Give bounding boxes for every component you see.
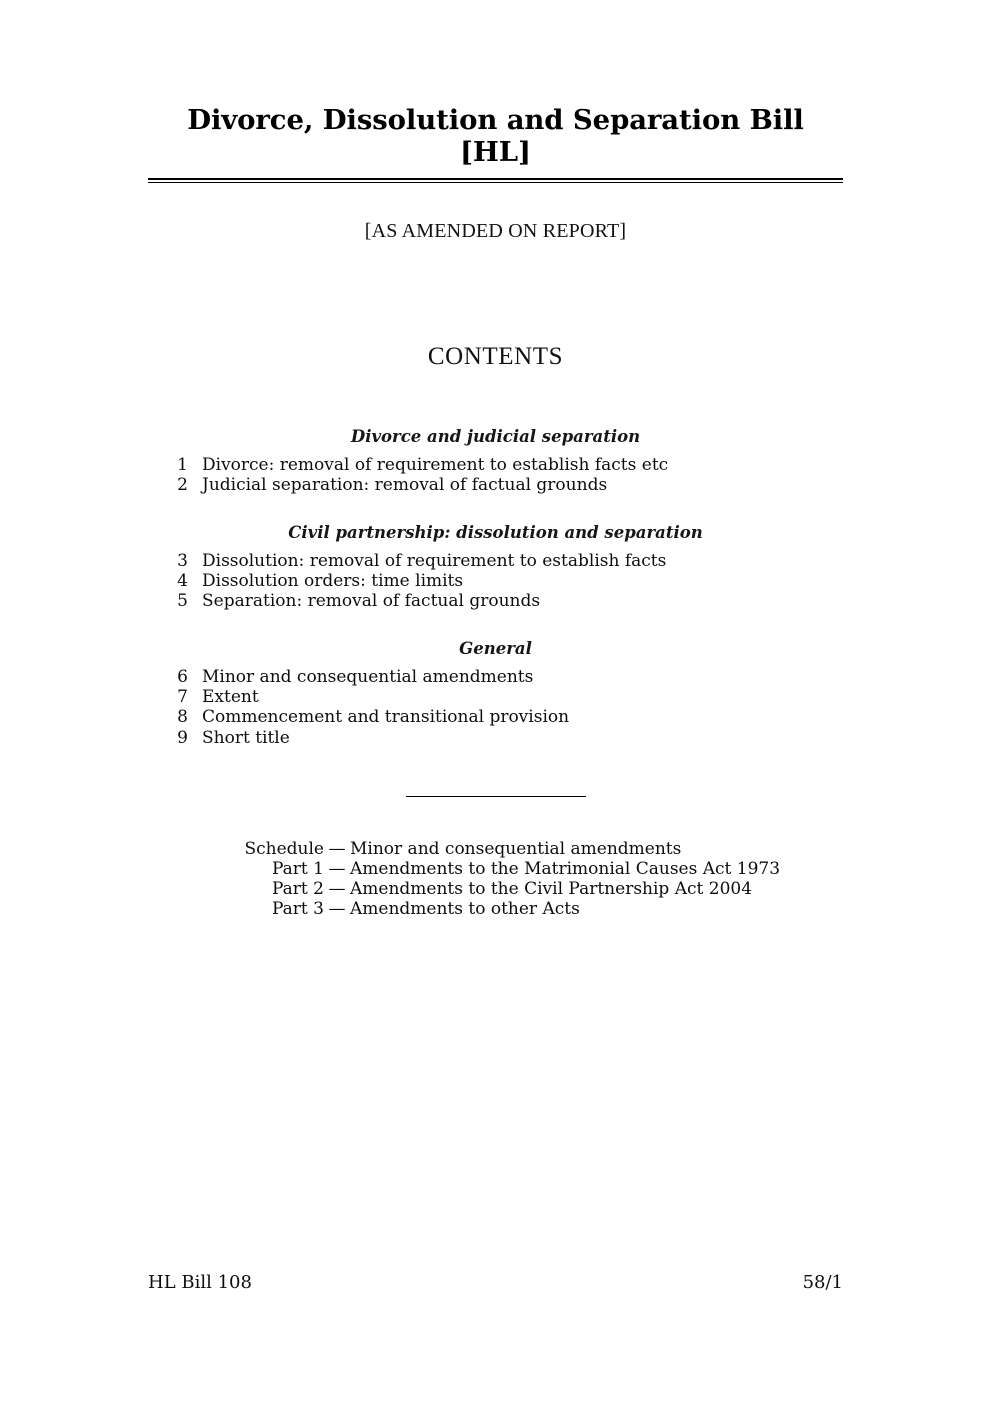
toc-item-label: Minor and consequential amendments <box>202 666 534 687</box>
schedule-row-description: Amendments to the Civil Partnership Act 2004 <box>350 879 753 900</box>
schedule-row-key: Part 3 <box>272 899 324 920</box>
toc-item[interactable] <box>148 455 843 475</box>
schedule-row-key: Schedule <box>244 838 324 859</box>
toc-item-number: 5 <box>177 591 188 611</box>
em-dash-separator: — <box>328 838 346 859</box>
toc-group-heading: Divorce and judicial separation <box>350 426 641 446</box>
toc-item[interactable] <box>148 667 843 687</box>
toc-item-label: Extent <box>202 687 259 708</box>
toc-group-general <box>148 639 843 748</box>
toc-list <box>148 551 843 612</box>
toc-item-label: Divorce: removal of requirement to establish facts etc <box>202 454 669 475</box>
toc-item-number: 4 <box>177 570 188 591</box>
toc-group-heading: Civil partnership: dissolution and separation <box>288 522 703 542</box>
em-dash-separator: — <box>328 899 346 920</box>
schedule-row-description: Amendments to other Acts <box>350 899 580 920</box>
amendment-status-note: [AS AMENDED ON REPORT] <box>364 219 627 242</box>
em-dash-separator: — <box>328 858 346 879</box>
schedule-row[interactable] <box>176 879 843 899</box>
page-footer <box>148 1272 843 1294</box>
toc-group-civil-partnership <box>148 523 843 611</box>
toc-item-number: 3 <box>177 550 188 571</box>
schedule-divider-wrapper <box>148 748 843 797</box>
toc-list <box>148 667 843 748</box>
page-content <box>148 0 843 920</box>
toc-item-number: 2 <box>177 474 188 495</box>
toc-group-heading: General <box>459 639 532 659</box>
toc-item-number: 1 <box>177 454 188 475</box>
toc-item[interactable] <box>148 551 843 571</box>
page-reference: 58/1 <box>802 1272 843 1293</box>
schedule-list <box>148 797 843 920</box>
toc-item-label: Dissolution orders: time limits <box>202 570 464 591</box>
schedule-row-description: Amendments to the Matrimonial Causes Act 1973 <box>350 858 781 879</box>
toc-item-number: 9 <box>177 727 188 748</box>
toc-group-divorce-and-judicial-separation <box>148 427 843 495</box>
toc-item-number: 7 <box>177 687 188 708</box>
toc-item-label: Short title <box>202 727 290 748</box>
toc-item[interactable] <box>148 591 843 611</box>
schedule-row-description: Minor and consequential amendments <box>350 838 682 859</box>
contents-heading: CONTENTS <box>427 342 564 370</box>
schedule-row-key: Part 2 <box>272 879 324 900</box>
toc-item-label: Separation: removal of factual grounds <box>202 591 541 611</box>
toc-item-label: Judicial separation: removal of factual grounds <box>202 474 608 495</box>
toc-item-label: Dissolution: removal of requirement to establish facts <box>202 550 667 571</box>
bill-number: HL Bill 108 <box>148 1272 252 1293</box>
schedule-row[interactable] <box>176 899 843 919</box>
page-title: Divorce, Dissolution and Separation Bill [HL] <box>187 104 804 169</box>
toc-item[interactable] <box>148 687 843 707</box>
table-of-contents <box>148 372 843 748</box>
em-dash-separator: — <box>328 879 346 900</box>
toc-item[interactable] <box>148 728 843 748</box>
schedule-divider-rule <box>406 796 586 797</box>
toc-item-number: 6 <box>177 666 188 687</box>
schedule-row[interactable] <box>176 839 843 859</box>
schedule-row-key: Part 1 <box>272 858 324 879</box>
toc-item-number: 8 <box>177 707 188 728</box>
toc-list <box>148 455 843 495</box>
toc-item[interactable] <box>148 475 843 495</box>
toc-item[interactable] <box>148 571 843 591</box>
toc-item[interactable] <box>148 707 843 727</box>
toc-item-label: Commencement and transitional provision <box>202 707 570 728</box>
schedule-row[interactable] <box>176 859 843 879</box>
